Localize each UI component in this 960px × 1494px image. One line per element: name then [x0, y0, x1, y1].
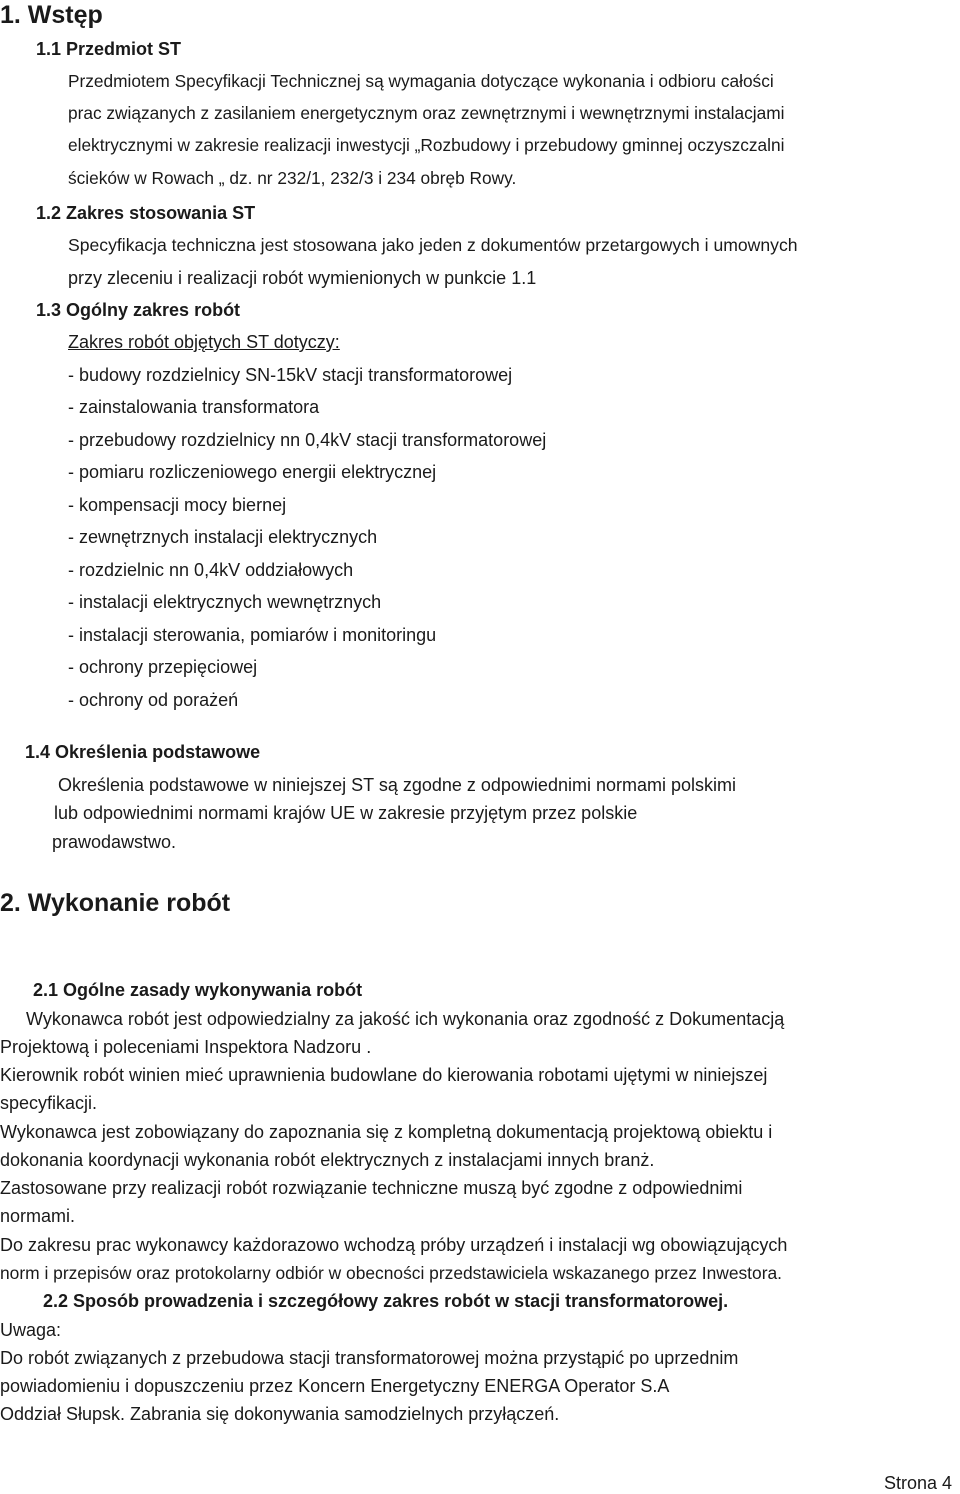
- scope-item: - ochrony przepięciowej: [68, 657, 258, 677]
- section-1-1-line: prac związanych z zasilaniem energetycznym oraz zewnętrznymi i wewnętrznymi instalacjami: [68, 103, 785, 123]
- section-2-2-line: Do robót związanych z przebudowa stacji transformatorowej można przystąpić po uprzednim: [0, 1348, 739, 1368]
- section-1-2-line: przy zleceniu i realizacji robót wymienionych w punkcie 1.1: [68, 268, 537, 288]
- section-1-1-title: 1.1 Przedmiot ST: [36, 39, 182, 59]
- section-1-heading: 1. Wstęp: [0, 1, 103, 29]
- scope-item: - rozdzielnic nn 0,4kV oddziałowych: [68, 560, 354, 580]
- section-2-1-line: Wykonawca robót jest odpowiedzialny za jakość ich wykonania oraz zgodność z Dokumentacją: [26, 1009, 785, 1029]
- section-1-4-line: Określenia podstawowe w niniejszej ST są zgodne z odpowiednimi normami polskimi: [58, 775, 736, 795]
- section-2-1-line: specyfikacji.: [0, 1093, 98, 1113]
- section-2-1-line: Do zakresu prac wykonawcy każdorazowo wchodzą próby urządzeń i instalacji wg obowiązujących: [0, 1235, 788, 1255]
- section-1-4-title: 1.4 Określenia podstawowe: [25, 742, 261, 762]
- section-2-heading: 2. Wykonanie robót: [0, 889, 231, 917]
- section-1-4-line: lub odpowiednimi normami krajów UE w zakresie przyjętym przez polskie: [54, 803, 638, 823]
- page-number: Strona 4: [884, 1473, 953, 1493]
- section-2-2-line: Oddział Słupsk. Zabrania się dokonywania samodzielnych przyłączeń.: [0, 1404, 560, 1424]
- section-1-1-line: elektrycznymi w zakresie realizacji inwestycji „Rozbudowy i przebudowy gminnej oczyszczalni: [68, 135, 785, 155]
- scope-item: - zewnętrznych instalacji elektrycznych: [68, 527, 378, 547]
- section-1-1-line: Przedmiotem Specyfikacji Technicznej są wymagania dotyczące wykonania i odbioru całości: [68, 71, 774, 91]
- section-2-1-line: normami.: [0, 1206, 76, 1226]
- section-2-2-title: 2.2 Sposób prowadzenia i szczegółowy zakres robót w stacji transformatorowej.: [43, 1291, 729, 1311]
- section-2-2-line: powiadomieniu i dopuszczeniu przez Koncern Energetyczny ENERGA Operator S.A: [0, 1376, 670, 1396]
- section-2-1-line: dokonania koordynacji wykonania robót elektrycznych z instalacjami innych branż.: [0, 1150, 655, 1170]
- scope-item: - instalacji elektrycznych wewnętrznych: [68, 592, 382, 612]
- section-1-1-line: ścieków w Rowach „ dz. nr 232/1, 232/3 i 234 obręb Rowy.: [68, 168, 517, 188]
- section-1-3-title: 1.3 Ogólny zakres robót: [36, 300, 241, 320]
- section-2-1-line: Wykonawca jest zobowiązany do zapoznania się z kompletną dokumentacją projektową obiektu i: [0, 1122, 773, 1142]
- section-1-2-line: Specyfikacja techniczna jest stosowana jako jeden z dokumentów przetargowych i umownych: [68, 235, 798, 255]
- section-1-2-title: 1.2 Zakres stosowania ST: [36, 203, 256, 223]
- scope-item: - pomiaru rozliczeniowego energii elektrycznej: [68, 462, 437, 482]
- section-2-1-title: 2.1 Ogólne zasady wykonywania robót: [33, 980, 363, 1000]
- scope-item: - zainstalowania transformatora: [68, 397, 320, 417]
- section-2-1-line: Kierownik robót winien mieć uprawnienia budowlane do kierowania robotami ujętymi w niniejszej: [0, 1065, 768, 1085]
- section-1-4-line: prawodawstwo.: [52, 832, 177, 852]
- note-label: Uwaga:: [0, 1320, 62, 1340]
- scope-item: - budowy rozdzielnicy SN-15kV stacji transformatorowej: [68, 365, 513, 385]
- section-2-1-line: Zastosowane przy realizacji robót rozwiązanie techniczne muszą być zgodne z odpowiednimi: [0, 1178, 743, 1198]
- section-1-3-subtitle: Zakres robót objętych ST dotyczy:: [68, 332, 340, 352]
- section-2-1-line: Projektową i poleceniami Inspektora Nadzoru .: [0, 1037, 372, 1057]
- scope-item: - ochrony od porażeń: [68, 690, 239, 710]
- section-2-1-line: norm i przepisów oraz protokolarny odbiór w obecności przedstawiciela wskazanego przez Inwestora.: [0, 1263, 782, 1283]
- scope-item: - instalacji sterowania, pomiarów i monitoringu: [68, 625, 437, 645]
- scope-item: - przebudowy rozdzielnicy nn 0,4kV stacji transformatorowej: [68, 430, 547, 450]
- scope-item: - kompensacji mocy biernej: [68, 495, 287, 515]
